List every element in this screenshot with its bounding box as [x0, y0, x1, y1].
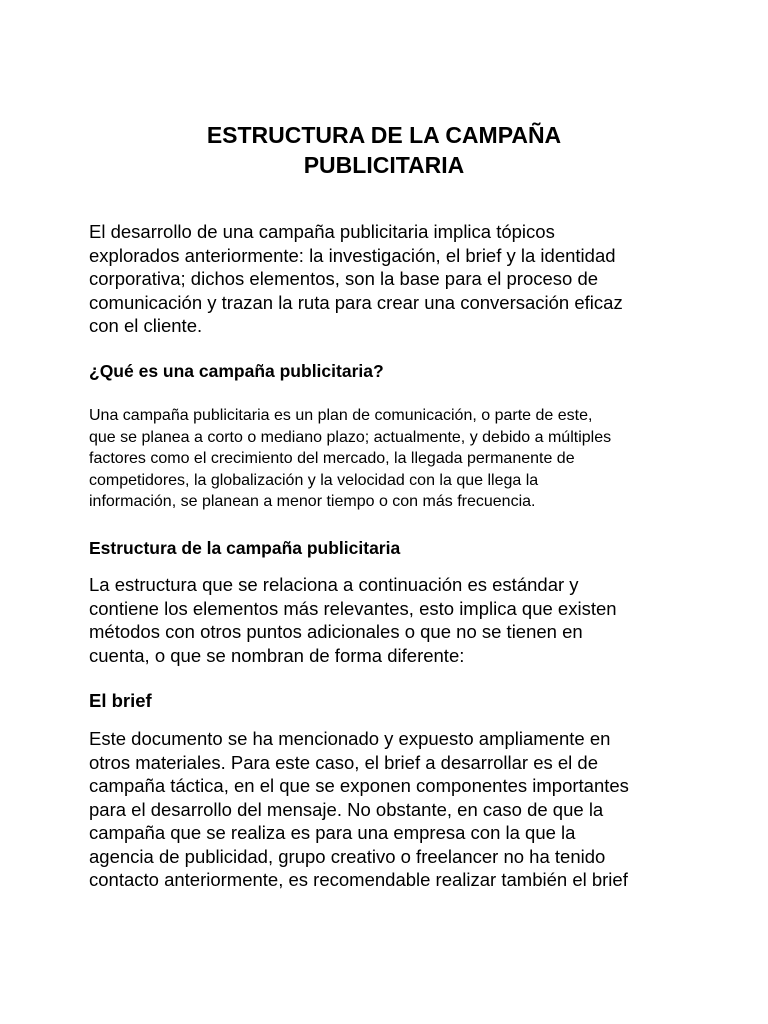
text-line: con el cliente.	[89, 315, 203, 336]
text-line: para el desarrollo del mensaje. No obstante, en caso de que la	[89, 798, 604, 820]
what-paragraph	[89, 405, 689, 513]
document-title	[90, 120, 678, 180]
title-line: ESTRUCTURA DE LA CAMPAÑA	[206, 122, 562, 148]
text-line: que se planea a corto o mediano plazo; actualmente, y debido a múltiples	[89, 428, 612, 446]
text-line: El desarrollo de una campaña publicitaria implica tópicos	[89, 221, 555, 242]
text-line: corporativa; dichos elementos, son la base para el proceso de	[89, 268, 599, 289]
text-line: métodos con otros puntos adicionales o que no se tienen en	[89, 621, 583, 642]
text-line: cuenta, o que se nombran de forma diferente:	[89, 644, 465, 666]
text-line: comunicación y trazan la ruta para crear una conversación eficaz	[89, 291, 623, 313]
text-line: contacto anteriormente, es recomendable realizar también el brief	[89, 869, 628, 890]
section-heading-what: ¿Qué es una campaña publicitaria?	[89, 361, 384, 381]
section-heading-brief: El brief	[89, 690, 152, 711]
structure-paragraph	[89, 573, 689, 667]
text-line: agencia de publicidad, grupo creativo o freelancer no ha tenido	[89, 845, 606, 867]
text-line: explorados anteriormente: la investigación, el brief y la identidad	[89, 244, 616, 266]
text-line: contiene los elementos más relevantes, esto implica que existen	[89, 597, 617, 619]
text-line: información, se planean a menor tiempo o con más frecuencia.	[89, 493, 536, 510]
text-line: La estructura que se relaciona a continuación es estándar y	[89, 574, 579, 595]
section-heading-structure: Estructura de la campaña publicitaria	[89, 538, 401, 558]
text-line: campaña táctica, en el que se exponen componentes importantes	[89, 775, 629, 796]
text-line: Una campaña publicitaria es un plan de comunicación, o parte de este,	[89, 407, 593, 424]
text-line: competidores, la globalización y la velocidad con la que llega la	[89, 471, 539, 489]
text-line: otros materiales. Para este caso, el brief a desarrollar es el de	[89, 751, 598, 773]
title-line: PUBLICITARIA	[303, 152, 465, 178]
text-line: Este documento se ha mencionado y expuesto ampliamente en	[89, 728, 611, 749]
brief-paragraph	[89, 727, 689, 892]
text-line: campaña que se realiza es para una empresa con la que la	[89, 822, 576, 843]
intro-paragraph	[89, 220, 689, 338]
text-line: factores como el crecimiento del mercado, la llegada permanente de	[89, 450, 575, 467]
